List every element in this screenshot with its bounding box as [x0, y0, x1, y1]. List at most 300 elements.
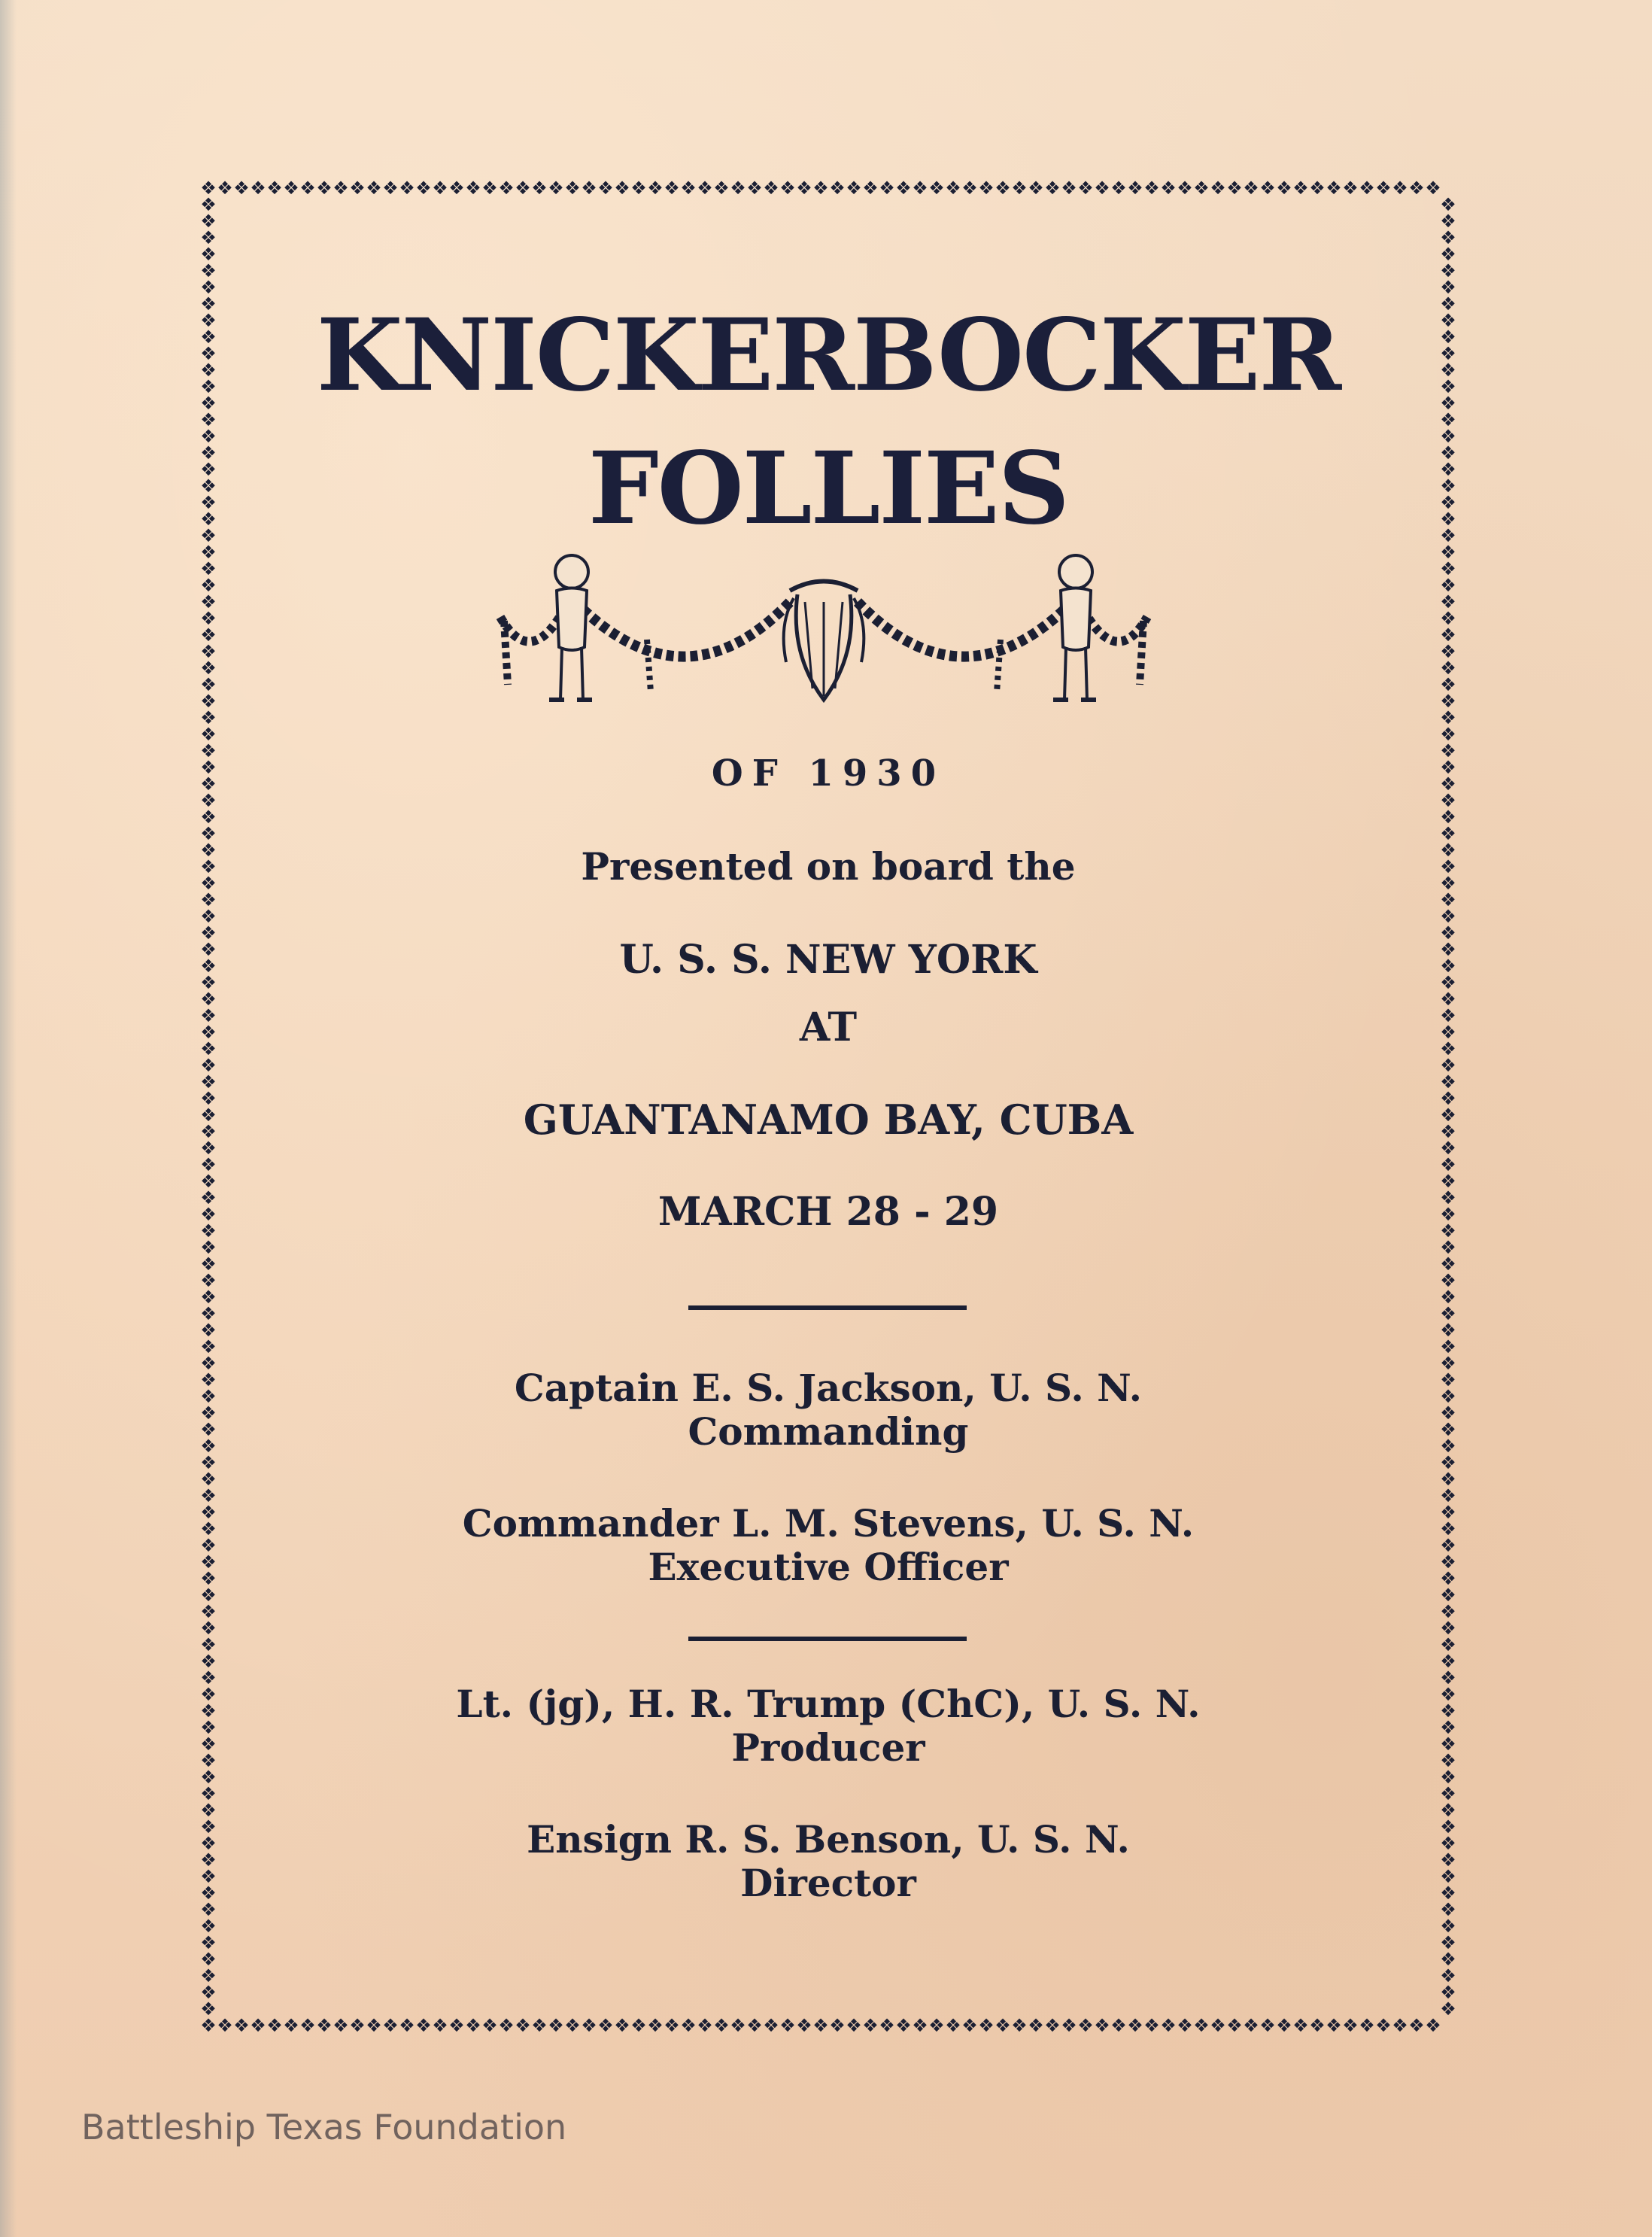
svg-text:❖: ❖	[200, 641, 217, 662]
svg-text:❖: ❖	[697, 2015, 713, 2035]
personnel-name: Commander L. M. Stevens, U. S. N.	[462, 1501, 1195, 1546]
svg-text:❖: ❖	[961, 179, 978, 199]
svg-text:❖: ❖	[200, 1369, 217, 1391]
svg-text:❖: ❖	[1440, 525, 1456, 546]
divider-rule	[688, 1305, 967, 1310]
svg-text:❖: ❖	[1440, 1916, 1456, 1937]
svg-text:❖: ❖	[912, 179, 928, 199]
at-line: AT	[799, 1005, 858, 1050]
svg-text:❖: ❖	[200, 179, 217, 199]
paper-left-edge	[0, 0, 17, 2237]
svg-text:❖: ❖	[1440, 1866, 1456, 1887]
svg-text:❖: ❖	[1440, 922, 1456, 944]
svg-text:❖: ❖	[779, 2015, 796, 2035]
svg-text:❖: ❖	[995, 179, 1011, 199]
svg-text:❖: ❖	[1226, 179, 1243, 199]
svg-text:❖: ❖	[1440, 807, 1456, 828]
svg-text:❖: ❖	[498, 179, 515, 199]
svg-text:❖: ❖	[1440, 1485, 1456, 1506]
svg-text:❖: ❖	[200, 558, 217, 579]
svg-text:❖: ❖	[200, 1883, 217, 1904]
svg-text:❖: ❖	[1440, 476, 1456, 497]
svg-text:❖: ❖	[829, 2015, 846, 2035]
svg-text:❖: ❖	[879, 179, 895, 199]
svg-text:❖: ❖	[1408, 2015, 1425, 2035]
svg-text:❖: ❖	[862, 2015, 879, 2035]
svg-text:❖: ❖	[1440, 939, 1456, 960]
svg-text:❖: ❖	[200, 1005, 217, 1026]
svg-text:❖: ❖	[200, 1055, 217, 1076]
svg-text:❖: ❖	[200, 591, 217, 612]
svg-text:❖: ❖	[1440, 1287, 1456, 1308]
svg-text:❖: ❖	[200, 1833, 217, 1854]
svg-text:❖: ❖	[200, 1684, 217, 1705]
svg-text:❖: ❖	[1028, 179, 1044, 199]
svg-text:❖: ❖	[200, 823, 217, 844]
svg-text:❖: ❖	[200, 1800, 217, 1821]
svg-text:❖: ❖	[200, 1982, 217, 2003]
svg-text:❖: ❖	[531, 2015, 548, 2035]
svg-text:❖: ❖	[200, 376, 217, 397]
svg-text:❖: ❖	[432, 2015, 448, 2035]
svg-text:❖: ❖	[1440, 1767, 1456, 1788]
svg-text:❖: ❖	[200, 1336, 217, 1357]
svg-text:❖: ❖	[1440, 442, 1456, 464]
svg-text:❖: ❖	[1440, 1254, 1456, 1275]
svg-text:❖: ❖	[597, 179, 614, 199]
svg-text:❖: ❖	[200, 1353, 217, 1374]
svg-text:❖: ❖	[200, 492, 217, 513]
svg-text:❖: ❖	[1425, 179, 1441, 199]
svg-text:❖: ❖	[200, 194, 217, 215]
svg-text:❖: ❖	[200, 1932, 217, 1953]
svg-text:❖: ❖	[1440, 1684, 1456, 1705]
svg-text:❖: ❖	[200, 840, 217, 861]
svg-text:❖: ❖	[1044, 179, 1061, 199]
svg-text:❖: ❖	[1440, 1452, 1456, 1473]
svg-text:❖: ❖	[448, 179, 465, 199]
svg-text:❖: ❖	[1440, 1998, 1456, 2020]
svg-text:❖: ❖	[200, 1403, 217, 1424]
svg-text:❖: ❖	[382, 2015, 399, 2035]
svg-text:❖: ❖	[796, 2015, 812, 2035]
svg-text:❖: ❖	[200, 2015, 217, 2035]
svg-text:❖: ❖	[200, 1138, 217, 1159]
svg-text:❖: ❖	[200, 409, 217, 430]
svg-text:❖: ❖	[200, 1254, 217, 1275]
svg-text:❖: ❖	[763, 179, 779, 199]
svg-text:❖: ❖	[1375, 2015, 1392, 2035]
svg-text:❖: ❖	[200, 360, 217, 381]
svg-text:❖: ❖	[1011, 179, 1028, 199]
svg-text:❖: ❖	[1243, 179, 1259, 199]
svg-text:❖: ❖	[846, 179, 862, 199]
svg-text:❖: ❖	[481, 179, 498, 199]
svg-text:❖: ❖	[1440, 1634, 1456, 1655]
svg-text:❖: ❖	[581, 179, 597, 199]
svg-text:❖: ❖	[1440, 1833, 1456, 1854]
svg-text:❖: ❖	[1243, 2015, 1259, 2035]
svg-text:❖: ❖	[200, 1767, 217, 1788]
svg-text:❖: ❖	[200, 1750, 217, 1771]
svg-text:❖: ❖	[1425, 2015, 1441, 2035]
svg-text:❖: ❖	[945, 179, 961, 199]
svg-text:❖: ❖	[647, 179, 664, 199]
svg-text:❖: ❖	[895, 179, 912, 199]
svg-text:❖: ❖	[200, 1270, 217, 1291]
svg-text:❖: ❖	[498, 2015, 515, 2035]
svg-text:❖: ❖	[200, 724, 217, 745]
svg-text:❖: ❖	[200, 1618, 217, 1639]
svg-text:❖: ❖	[399, 179, 415, 199]
svg-text:❖: ❖	[746, 2015, 763, 2035]
svg-text:❖: ❖	[200, 939, 217, 960]
svg-text:❖: ❖	[1440, 1171, 1456, 1192]
svg-text:❖: ❖	[1440, 1535, 1456, 1556]
svg-text:❖: ❖	[465, 179, 481, 199]
svg-text:❖: ❖	[200, 227, 217, 248]
svg-text:❖: ❖	[1127, 2015, 1143, 2035]
svg-text:❖: ❖	[1440, 227, 1456, 248]
svg-text:❖: ❖	[200, 1121, 217, 1142]
svg-text:❖: ❖	[1440, 1849, 1456, 1871]
svg-text:❖: ❖	[217, 2015, 233, 2035]
performance-dates: MARCH 28 - 29	[657, 1189, 999, 1235]
svg-text:❖: ❖	[1440, 492, 1456, 513]
svg-text:❖: ❖	[1342, 2015, 1359, 2035]
svg-text:❖: ❖	[200, 1105, 217, 1126]
svg-text:❖: ❖	[200, 1419, 217, 1440]
svg-text:❖: ❖	[1011, 2015, 1028, 2035]
svg-text:❖: ❖	[200, 1071, 217, 1093]
svg-text:❖: ❖	[1392, 2015, 1408, 2035]
svg-text:❖: ❖	[200, 1866, 217, 1887]
svg-text:❖: ❖	[1077, 2015, 1094, 2035]
svg-text:❖: ❖	[1440, 1154, 1456, 1175]
svg-text:❖: ❖	[366, 179, 382, 199]
svg-text:❖: ❖	[200, 1552, 217, 1573]
svg-text:❖: ❖	[316, 179, 333, 199]
svg-text:❖: ❖	[1440, 343, 1456, 364]
svg-text:❖: ❖	[1143, 2015, 1160, 2035]
svg-text:❖: ❖	[1326, 2015, 1342, 2035]
svg-text:❖: ❖	[200, 343, 217, 364]
svg-text:❖: ❖	[1061, 179, 1077, 199]
svg-text:❖: ❖	[1440, 1088, 1456, 1109]
svg-text:❖: ❖	[978, 2015, 995, 2035]
svg-text:❖: ❖	[200, 1849, 217, 1871]
svg-text:❖: ❖	[1440, 1899, 1456, 1920]
svg-text:❖: ❖	[1392, 179, 1408, 199]
svg-text:❖: ❖	[200, 889, 217, 910]
svg-text:❖: ❖	[713, 179, 730, 199]
svg-text:❖: ❖	[1440, 1270, 1456, 1291]
svg-text:❖: ❖	[1440, 459, 1456, 480]
svg-text:❖: ❖	[200, 1634, 217, 1655]
svg-text:❖: ❖	[1440, 393, 1456, 414]
svg-text:❖: ❖	[664, 2015, 680, 2035]
svg-text:❖: ❖	[200, 1303, 217, 1324]
svg-text:❖: ❖	[895, 2015, 912, 2035]
svg-text:❖: ❖	[1440, 376, 1456, 397]
svg-text:❖: ❖	[200, 1535, 217, 1556]
svg-text:❖: ❖	[630, 179, 647, 199]
svg-text:❖: ❖	[1077, 179, 1094, 199]
svg-text:❖: ❖	[961, 2015, 978, 2035]
svg-text:❖: ❖	[1044, 2015, 1061, 2035]
svg-text:❖: ❖	[200, 1320, 217, 1341]
svg-text:❖: ❖	[1440, 1651, 1456, 1672]
svg-text:❖: ❖	[829, 179, 846, 199]
svg-text:❖: ❖	[200, 873, 217, 894]
program-title-line2: FOLLIES	[588, 430, 1068, 547]
svg-text:❖: ❖	[200, 1187, 217, 1208]
svg-text:❖: ❖	[1359, 2015, 1375, 2035]
svg-text:❖: ❖	[1440, 558, 1456, 579]
svg-text:❖: ❖	[1440, 1816, 1456, 1837]
svg-text:❖: ❖	[1440, 1800, 1456, 1821]
svg-text:❖: ❖	[1276, 179, 1292, 199]
svg-text:❖: ❖	[796, 179, 812, 199]
svg-text:❖: ❖	[1440, 691, 1456, 712]
svg-text:❖: ❖	[200, 1386, 217, 1407]
svg-text:❖: ❖	[1440, 1436, 1456, 1457]
svg-text:❖: ❖	[200, 790, 217, 811]
svg-text:❖: ❖	[200, 1518, 217, 1539]
svg-text:❖: ❖	[1440, 1518, 1456, 1539]
svg-text:❖: ❖	[763, 2015, 779, 2035]
svg-text:❖: ❖	[1210, 179, 1226, 199]
svg-text:❖: ❖	[200, 1502, 217, 1523]
svg-text:❖: ❖	[1440, 724, 1456, 745]
svg-text:❖: ❖	[1292, 179, 1309, 199]
svg-text:❖: ❖	[200, 1568, 217, 1589]
svg-text:❖: ❖	[1143, 179, 1160, 199]
svg-text:❖: ❖	[812, 2015, 829, 2035]
svg-text:❖: ❖	[1440, 1105, 1456, 1126]
svg-text:❖: ❖	[812, 179, 829, 199]
svg-text:❖: ❖	[1440, 1336, 1456, 1357]
svg-text:❖: ❖	[200, 442, 217, 464]
svg-text:❖: ❖	[548, 179, 564, 199]
svg-text:❖: ❖	[200, 1701, 217, 1722]
program-title-line1: KNICKERBOCKER	[316, 297, 1341, 414]
svg-text:❖: ❖	[299, 179, 316, 199]
svg-text:❖: ❖	[283, 2015, 299, 2035]
svg-text:❖: ❖	[1028, 2015, 1044, 2035]
svg-text:❖: ❖	[697, 179, 713, 199]
svg-text:❖: ❖	[1440, 1667, 1456, 1688]
svg-text:❖: ❖	[200, 1171, 217, 1192]
svg-text:❖: ❖	[1292, 2015, 1309, 2035]
personnel-role: Producer	[731, 1725, 925, 1770]
svg-text:❖: ❖	[200, 608, 217, 629]
svg-text:❖: ❖	[680, 2015, 697, 2035]
svg-text:❖: ❖	[928, 2015, 945, 2035]
svg-text:❖: ❖	[978, 179, 995, 199]
svg-text:❖: ❖	[1440, 625, 1456, 646]
svg-text:❖: ❖	[1440, 426, 1456, 447]
svg-text:❖: ❖	[200, 807, 217, 828]
svg-text:❖: ❖	[1440, 310, 1456, 331]
svg-text:❖: ❖	[614, 2015, 630, 2035]
svg-text:❖: ❖	[1440, 608, 1456, 629]
svg-text:❖: ❖	[1440, 1552, 1456, 1573]
svg-text:❖: ❖	[200, 1585, 217, 1606]
svg-text:❖: ❖	[200, 260, 217, 281]
svg-text:❖: ❖	[1440, 740, 1456, 761]
svg-text:❖: ❖	[1440, 1403, 1456, 1424]
svg-text:❖: ❖	[1193, 179, 1210, 199]
svg-text:❖: ❖	[1440, 1601, 1456, 1622]
svg-text:❖: ❖	[779, 179, 796, 199]
svg-text:❖: ❖	[1342, 179, 1359, 199]
svg-text:❖: ❖	[1440, 1055, 1456, 1076]
svg-text:❖: ❖	[200, 542, 217, 563]
svg-text:❖: ❖	[1440, 1138, 1456, 1159]
svg-text:❖: ❖	[200, 1783, 217, 1804]
svg-text:❖: ❖	[200, 1651, 217, 1672]
svg-text:❖: ❖	[1309, 2015, 1326, 2035]
personnel-name: Lt. (jg), H. R. Trump (ChC), U. S. N.	[456, 1682, 1201, 1726]
personnel-role: Executive Officer	[648, 1545, 1009, 1589]
svg-text:❖: ❖	[1440, 972, 1456, 993]
svg-text:❖: ❖	[200, 1237, 217, 1258]
svg-text:❖: ❖	[200, 1088, 217, 1109]
svg-text:❖: ❖	[1440, 1121, 1456, 1142]
svg-text:❖: ❖	[465, 2015, 481, 2035]
svg-text:❖: ❖	[333, 2015, 349, 2035]
svg-text:❖: ❖	[1160, 179, 1177, 199]
svg-text:❖: ❖	[200, 1469, 217, 1490]
svg-text:❖: ❖	[1440, 211, 1456, 232]
svg-text:❖: ❖	[647, 2015, 664, 2035]
svg-text:❖: ❖	[1440, 774, 1456, 795]
svg-text:❖: ❖	[432, 179, 448, 199]
svg-text:❖: ❖	[1440, 542, 1456, 563]
svg-text:❖: ❖	[1259, 179, 1276, 199]
program-year: OF 1930	[711, 752, 946, 795]
svg-text:❖: ❖	[200, 211, 217, 232]
svg-text:❖: ❖	[1440, 658, 1456, 679]
svg-text:❖: ❖	[1440, 989, 1456, 1010]
svg-text:❖: ❖	[680, 179, 697, 199]
svg-text:❖: ❖	[200, 740, 217, 761]
svg-text:❖: ❖	[1375, 179, 1392, 199]
svg-text:❖: ❖	[399, 2015, 415, 2035]
svg-text:❖: ❖	[200, 476, 217, 497]
svg-text:❖: ❖	[200, 972, 217, 993]
svg-text:❖: ❖	[200, 327, 217, 348]
svg-text:❖: ❖	[1440, 956, 1456, 977]
svg-text:❖: ❖	[200, 1154, 217, 1175]
svg-text:❖: ❖	[1440, 1419, 1456, 1440]
svg-text:❖: ❖	[1177, 179, 1193, 199]
svg-text:❖: ❖	[1440, 1353, 1456, 1374]
svg-text:❖: ❖	[1440, 1038, 1456, 1059]
ship-name: U. S. S. NEW YORK	[619, 937, 1037, 983]
svg-text:❖: ❖	[1440, 1883, 1456, 1904]
svg-text:❖: ❖	[266, 179, 283, 199]
svg-text:❖: ❖	[266, 2015, 283, 2035]
svg-text:❖: ❖	[1110, 179, 1127, 199]
watermark: Battleship Texas Foundation	[81, 2107, 567, 2147]
svg-text:❖: ❖	[200, 707, 217, 728]
svg-text:❖: ❖	[200, 1899, 217, 1920]
svg-text:❖: ❖	[366, 2015, 382, 2035]
svg-text:❖: ❖	[349, 179, 366, 199]
personnel-role: Commanding	[688, 1409, 969, 1454]
svg-text:❖: ❖	[200, 1601, 217, 1622]
svg-text:❖: ❖	[912, 2015, 928, 2035]
cherubs-garland-lyre-ornament	[493, 549, 1155, 730]
svg-text:❖: ❖	[200, 1485, 217, 1506]
personnel-role: Director	[740, 1861, 916, 1905]
svg-text:❖: ❖	[200, 1965, 217, 1986]
divider-rule	[688, 1637, 967, 1641]
svg-text:❖: ❖	[1309, 179, 1326, 199]
svg-text:❖: ❖	[200, 1287, 217, 1308]
svg-text:❖: ❖	[1440, 1618, 1456, 1639]
svg-text:❖: ❖	[200, 525, 217, 546]
svg-text:❖: ❖	[1440, 1965, 1456, 1986]
svg-text:❖: ❖	[448, 2015, 465, 2035]
svg-text:❖: ❖	[333, 179, 349, 199]
svg-text:❖: ❖	[200, 674, 217, 695]
presented-line: Presented on board the	[581, 844, 1076, 889]
svg-text:❖: ❖	[1440, 1783, 1456, 1804]
svg-text:❖: ❖	[349, 2015, 366, 2035]
svg-text:❖: ❖	[200, 1998, 217, 2020]
svg-text:❖: ❖	[1440, 1717, 1456, 1738]
svg-text:❖: ❖	[928, 179, 945, 199]
svg-text:❖: ❖	[846, 2015, 862, 2035]
svg-text:❖: ❖	[200, 575, 217, 596]
svg-text:❖: ❖	[1440, 1320, 1456, 1341]
svg-text:❖: ❖	[1440, 823, 1456, 844]
svg-text:❖: ❖	[200, 426, 217, 447]
svg-text:❖: ❖	[614, 179, 630, 199]
svg-text:❖: ❖	[200, 757, 217, 778]
svg-text:❖: ❖	[1440, 293, 1456, 315]
location: GUANTANAMO BAY, CUBA	[523, 1096, 1134, 1144]
svg-text:❖: ❖	[713, 2015, 730, 2035]
svg-text:❖: ❖	[250, 179, 266, 199]
svg-text:❖: ❖	[1440, 1022, 1456, 1043]
svg-text:❖: ❖	[1440, 509, 1456, 530]
svg-text:❖: ❖	[217, 179, 233, 199]
svg-text:❖: ❖	[200, 1717, 217, 1738]
svg-text:❖: ❖	[1110, 2015, 1127, 2035]
svg-text:❖: ❖	[200, 1816, 217, 1837]
svg-text:❖: ❖	[200, 1204, 217, 1225]
svg-text:❖: ❖	[200, 277, 217, 298]
svg-text:❖: ❖	[862, 179, 879, 199]
svg-text:❖: ❖	[1359, 179, 1375, 199]
svg-text:❖: ❖	[200, 989, 217, 1010]
svg-text:❖: ❖	[1440, 1386, 1456, 1407]
svg-text:❖: ❖	[581, 2015, 597, 2035]
svg-text:❖: ❖	[415, 179, 432, 199]
svg-text:❖: ❖	[481, 2015, 498, 2035]
svg-text:❖: ❖	[995, 2015, 1011, 2035]
svg-text:❖: ❖	[515, 179, 531, 199]
svg-text:❖: ❖	[1440, 1982, 1456, 2003]
svg-text:❖: ❖	[200, 856, 217, 877]
svg-text:❖: ❖	[200, 1436, 217, 1457]
personnel-name: Ensign R. S. Benson, U. S. N.	[527, 1817, 1130, 1862]
svg-text:❖: ❖	[1440, 889, 1456, 910]
